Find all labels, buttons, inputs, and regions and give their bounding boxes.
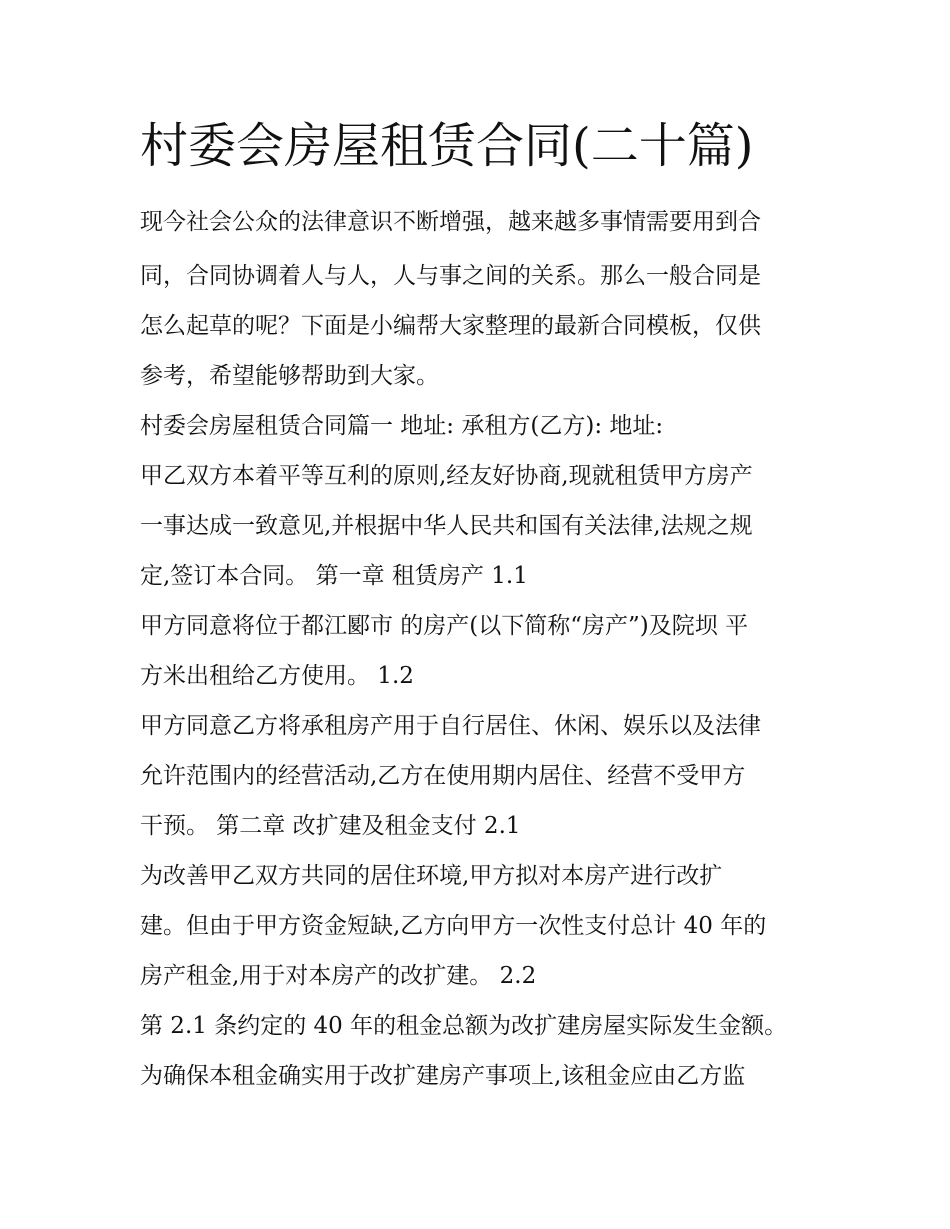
body-line: 村委会房屋租赁合同篇一 地址: 承租方(乙方): 地址: xyxy=(140,413,664,439)
body-line: 定,签订本合同。 第一章 租赁房产 1.1 xyxy=(140,563,528,589)
body-line: 为改善甲乙双方共同的居住环境,甲方拟对本房产进行改扩 xyxy=(140,863,723,889)
body-line: 为确保本租金确实用于改扩建房产事项上,该租金应由乙方监 xyxy=(140,1063,746,1089)
body-line: 房产租金,用于对本房产的改扩建。 2.2 xyxy=(140,963,537,989)
body-line: 怎么起草的呢？下面是小编帮大家整理的最新合同模板，仅供 xyxy=(140,313,761,339)
body-line: 甲乙双方本着平等互利的原则,经友好协商,现就租赁甲方房产 xyxy=(140,463,753,489)
body-line: 一事达成一致意见,并根据中华人民共和国有关法律,法规之规 xyxy=(140,513,753,539)
body-line: 甲方同意将位于都江郾市 的房产(以下简称“房产”)及院坝 平 xyxy=(140,613,749,639)
body-line: 建。但由于甲方资金短缺,乙方向甲方一次性支付总计 40 年的 xyxy=(140,913,767,939)
body-line: 甲方同意乙方将承租房产用于自行居住、休闲、娱乐以及法律 xyxy=(140,713,761,739)
body-line: 第 2.1 条约定的 40 年的租金总额为改扩建房屋实际发生金额。 xyxy=(140,1013,788,1039)
body-line: 参考，希望能够帮助到大家。 xyxy=(140,363,439,389)
body-line: 干预。 第二章 改扩建及租金支付 2.1 xyxy=(140,813,521,839)
body-line: 允许范围内的经营活动,乙方在使用期内居住、经营不受甲方 xyxy=(140,763,746,789)
body-line: 同，合同协调着人与人，人与事之间的关系。那么一般合同是 xyxy=(140,263,761,289)
body-line: 方米出租给乙方使用。 1.2 xyxy=(140,663,414,689)
body-line: 现今社会公众的法律意识不断增强，越来越多事情需要用到合 xyxy=(140,209,761,235)
document-title: 村委会房屋租赁合同(二十篇) xyxy=(140,118,754,174)
